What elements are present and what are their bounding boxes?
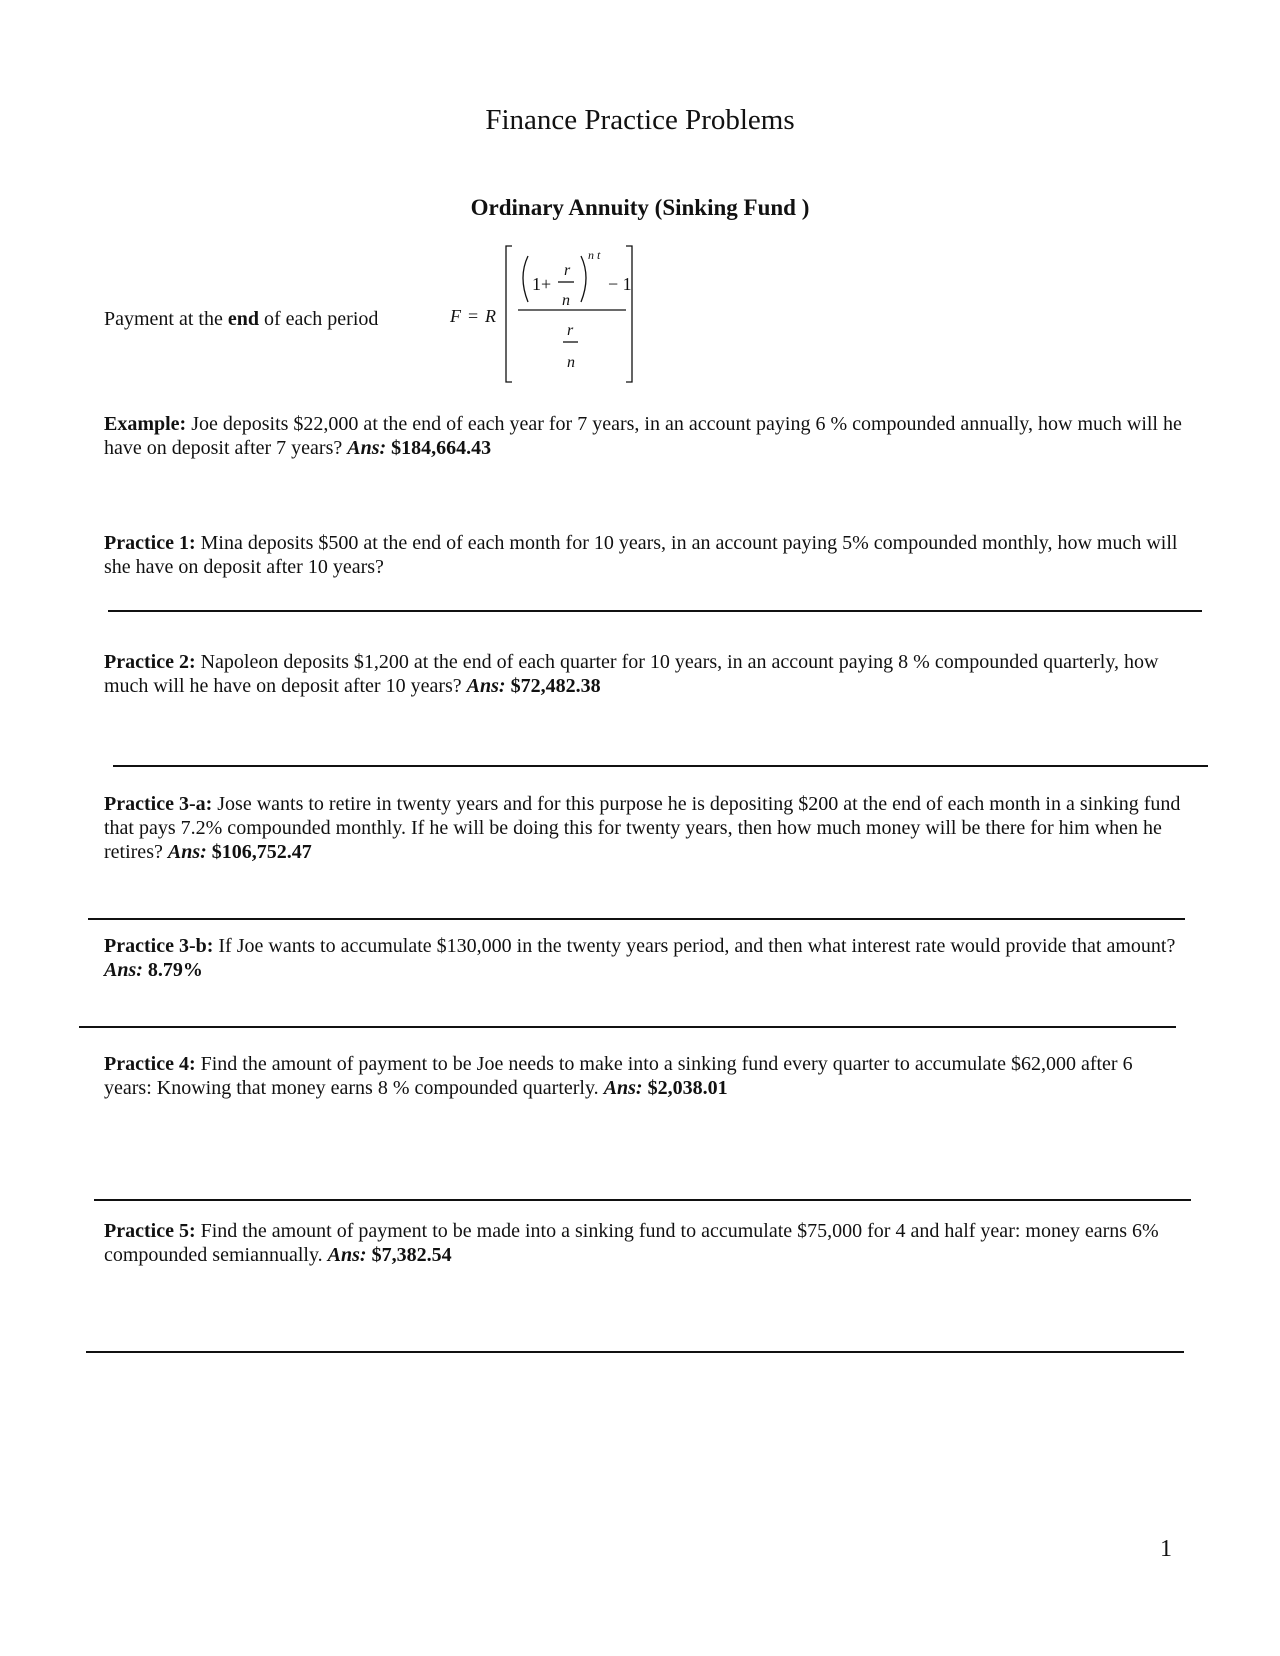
problem-text: Mina deposits $500 at the end of each month for 10 years, in an account paying 5% compounded monthly, how much will she have on deposit after 10 years? <box>104 532 1178 578</box>
problem-text: Find the amount of payment to be Joe needs to make into a sinking fund every quarter to accumulate $62,000 after 6 years: Knowing that money earns 8 % compounded quarterly. <box>104 1053 1133 1099</box>
page-title: Finance Practice Problems <box>485 104 795 136</box>
problem-label: Practice 4: <box>104 1053 196 1075</box>
problem-label: Practice 3-a: <box>104 793 213 815</box>
annuity-formula <box>448 250 648 390</box>
formula-minus-one: − 1 <box>608 274 632 294</box>
problem-text: Napoleon deposits $1,200 at the end of each quarter for 10 years, in an account paying 8 % compounded quarterly, how much will he have on deposit after 10 years? <box>104 651 1159 697</box>
answer-value: 8.79% <box>142 959 203 981</box>
section-heading: Ordinary Annuity (Sinking Fund ) <box>470 195 810 220</box>
answer-line <box>113 765 1208 767</box>
answer-label: Ans: <box>167 841 207 863</box>
answer-line <box>94 1199 1191 1201</box>
answer-label: Ans: <box>347 437 387 459</box>
problem-text: Jose wants to retire in twenty years and for this purpose he is depositing $200 at the end of each month in a sinking fund that pays 7.2% compounded monthly. If he will be doing this for twenty years, then how much money will be there for him when he retires? <box>104 793 1181 863</box>
problem-text: Find the amount of payment to be made into a sinking fund to accumulate $75,000 for 4 and half year: money earns 6% compounded semiannually. <box>104 1220 1159 1266</box>
problem-label: Practice 3-b: <box>104 935 214 957</box>
answer-line <box>79 1026 1176 1028</box>
answer-label: Ans: <box>104 959 143 981</box>
answer-value: $106,752.47 <box>206 841 312 863</box>
problem-text: If Joe wants to accumulate $130,000 in the twenty years period, and then what interest rate would provide that amount? <box>213 935 1176 957</box>
practice-1 <box>104 531 1184 579</box>
answer-line <box>88 918 1185 920</box>
formula-note-suffix: of each period <box>258 308 379 330</box>
practice-3b <box>104 934 1184 982</box>
formula-r-inner: r <box>564 262 571 279</box>
formula-n-outer: n <box>567 354 575 371</box>
answer-label: Ans: <box>603 1077 643 1099</box>
practice-2 <box>104 650 1184 698</box>
answer-value: $7,382.54 <box>366 1244 452 1266</box>
problem-label: Practice 1: <box>104 532 196 554</box>
practice-4 <box>104 1052 1184 1100</box>
problem-label: Practice 5: <box>104 1220 196 1242</box>
formula-right-paren <box>581 256 586 302</box>
answer-value: $184,664.43 <box>386 437 492 459</box>
answer-label: Ans: <box>466 675 506 697</box>
answer-label: Ans: <box>327 1244 367 1266</box>
formula-n-inner: n <box>562 292 570 309</box>
formula-left-bracket <box>506 246 512 382</box>
problem-label: Example: <box>104 413 187 435</box>
answer-line <box>108 610 1202 612</box>
formula-exponent: n t <box>588 248 601 262</box>
formula-equals: = <box>468 306 479 326</box>
answer-line <box>86 1351 1184 1353</box>
page-number: 1 <box>1160 1536 1172 1562</box>
formula-right-bracket <box>626 246 632 382</box>
formula-one-plus: 1+ <box>532 274 552 294</box>
formula-lhs: F <box>450 306 461 326</box>
answer-value: $72,482.38 <box>505 675 601 697</box>
formula-coef: R <box>485 306 496 326</box>
practice-3a <box>104 792 1184 864</box>
formula-note-prefix: Payment at the <box>104 308 228 330</box>
formula-left-paren <box>523 256 528 302</box>
answer-value: $2,038.01 <box>642 1077 728 1099</box>
example-problem <box>104 412 1184 460</box>
problem-text: Joe deposits $22,000 at the end of each year for 7 years, in an account paying 6 % compounded annually, how much will he have on deposit after 7 years? <box>104 413 1182 459</box>
formula-note <box>104 308 378 331</box>
formula-note-bold: end <box>227 308 259 330</box>
annuity-formula-graphic <box>448 250 648 390</box>
problem-label: Practice 2: <box>104 651 196 673</box>
formula-r-outer: r <box>567 322 574 339</box>
practice-5 <box>104 1219 1184 1267</box>
